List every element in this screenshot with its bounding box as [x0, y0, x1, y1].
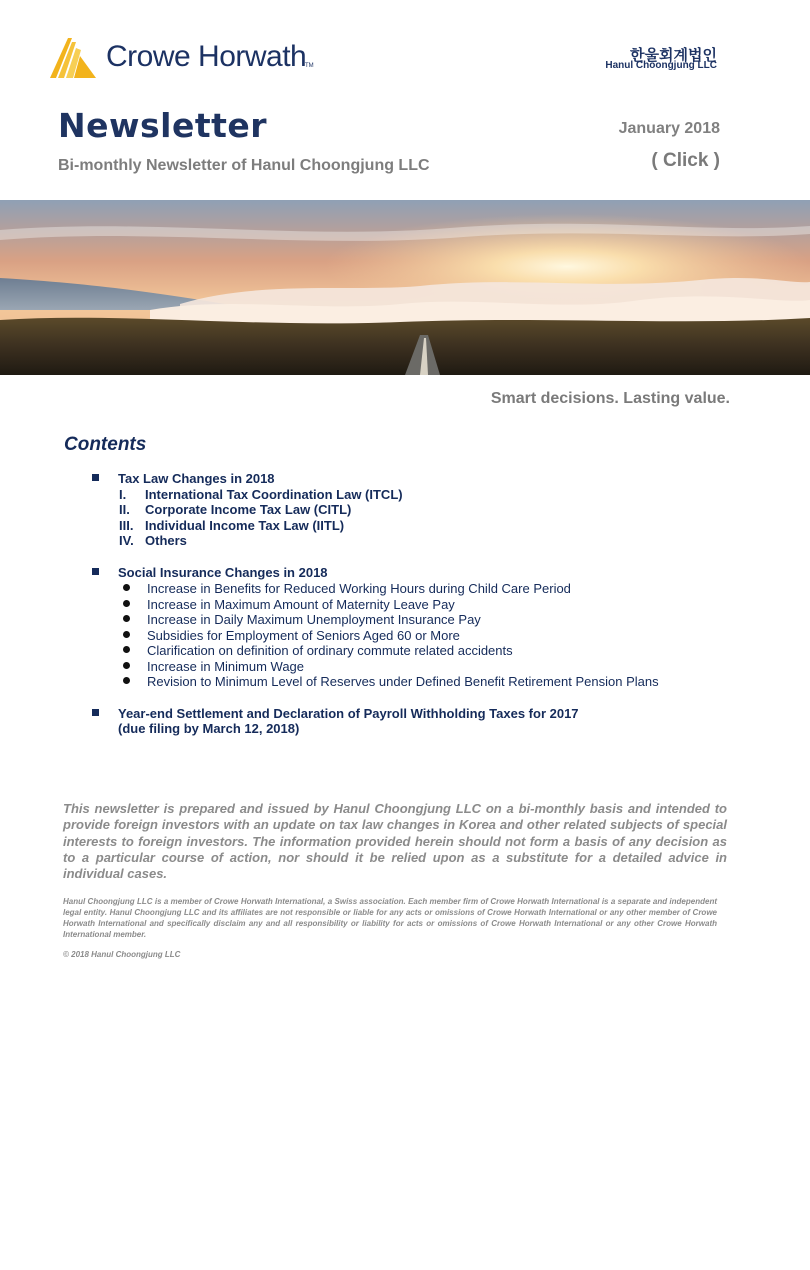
firm-english-name: Hanul Choongjung LLC [605, 60, 717, 71]
section-year-end-due-date: (due filing by March 12, 2018) [118, 721, 300, 736]
toc-item-others[interactable] [119, 533, 519, 549]
logo-trademark: TM [305, 63, 314, 69]
crowe-logo-icon [48, 36, 98, 80]
membership-disclaimer: Hanul Choongjung LLC is a member of Crowe Horwath International, a Swiss association. Each member firm of Crowe Horwath International is a separate and independent legal entity. Hanul Choongjung LLC and its affiliates are not responsible or liable for any acts or omissions of Crowe Horwath International or any other member of Crowe Horwath International and specifically disclaim any and all responsibility or liability for acts or omissions of Crowe Horwath International or any other Crowe Horwath International member. [63, 897, 717, 939]
round-bullet-icon [123, 646, 130, 653]
toc-bullet-item[interactable]: Clarification on definition of ordinary commute related accidents [147, 643, 513, 658]
section-social-insurance[interactable]: Social Insurance Changes in 2018 [118, 565, 328, 580]
round-bullet-icon [123, 662, 130, 669]
subtitle: Bi-monthly Newsletter of Hanul Choongjung LLC [58, 157, 430, 174]
toc-bullet-item[interactable]: Increase in Benefits for Reduced Working Hours during Child Care Period [147, 581, 571, 596]
toc-item-label: Others [145, 533, 187, 548]
click-link[interactable]: ( Click ) [651, 150, 720, 171]
contents-heading: Contents [64, 434, 147, 455]
issue-date: January 2018 [618, 120, 720, 137]
toc-bullet-item[interactable]: Increase in Daily Maximum Unemployment Insurance Pay [147, 612, 481, 627]
hero-sunset-image [0, 200, 810, 375]
toc-item-number: II. [119, 502, 130, 517]
round-bullet-icon [123, 677, 130, 684]
round-bullet-icon [123, 584, 130, 591]
square-bullet-icon [92, 474, 99, 481]
toc-bullet-item[interactable]: Revision to Minimum Level of Reserves under Defined Benefit Retirement Pension Plans [147, 674, 659, 689]
tagline: Smart decisions. Lasting value. [490, 390, 730, 407]
firm-korean-name: 한울회계법인 [630, 47, 717, 64]
toc-bullet-item[interactable]: Increase in Minimum Wage [147, 659, 305, 674]
toc-item-citl[interactable] [119, 502, 519, 518]
toc-item-number: III. [119, 518, 134, 533]
toc-item-iitl[interactable] [119, 518, 519, 534]
round-bullet-icon [123, 615, 130, 622]
toc-item-label: Individual Income Tax Law (IITL) [145, 518, 345, 533]
square-bullet-icon [92, 568, 99, 575]
toc-item-label: Corporate Income Tax Law (CITL) [145, 502, 352, 517]
toc-item-number: I. [119, 487, 127, 502]
logo-wordmark: Crowe Horwath [106, 40, 307, 73]
square-bullet-icon [92, 709, 99, 716]
section-year-end-settlement[interactable]: Year-end Settlement and Declaration of Payroll Withholding Taxes for 2017 [118, 706, 579, 721]
copyright: © 2018 Hanul Choongjung LLC [63, 950, 181, 959]
round-bullet-icon [123, 631, 130, 638]
round-bullet-icon [123, 600, 130, 607]
intro-disclaimer: This newsletter is prepared and issued by Hanul Choongjung LLC on a bi-monthly basis and intended to provide foreign investors with an update on tax law changes in Korea and other related subjects of special interests to foreign investors. The information provided herein should not form a basis of any decision as to a particular course of action, nor should it be relied upon as a substitute for a detailed advice in individual cases. [63, 801, 727, 882]
section-tax-law-changes[interactable]: Tax Law Changes in 2018 [118, 471, 275, 486]
toc-bullet-item[interactable]: Increase in Maximum Amount of Maternity Leave Pay [147, 597, 455, 612]
page-title: Newsletter [58, 106, 268, 145]
toc-item-label: International Tax Coordination Law (ITCL) [145, 487, 403, 502]
toc-item-itcl[interactable] [119, 487, 519, 503]
toc-item-number: IV. [119, 533, 134, 548]
toc-bullet-item[interactable]: Subsidies for Employment of Seniors Aged 60 or More [147, 628, 460, 643]
